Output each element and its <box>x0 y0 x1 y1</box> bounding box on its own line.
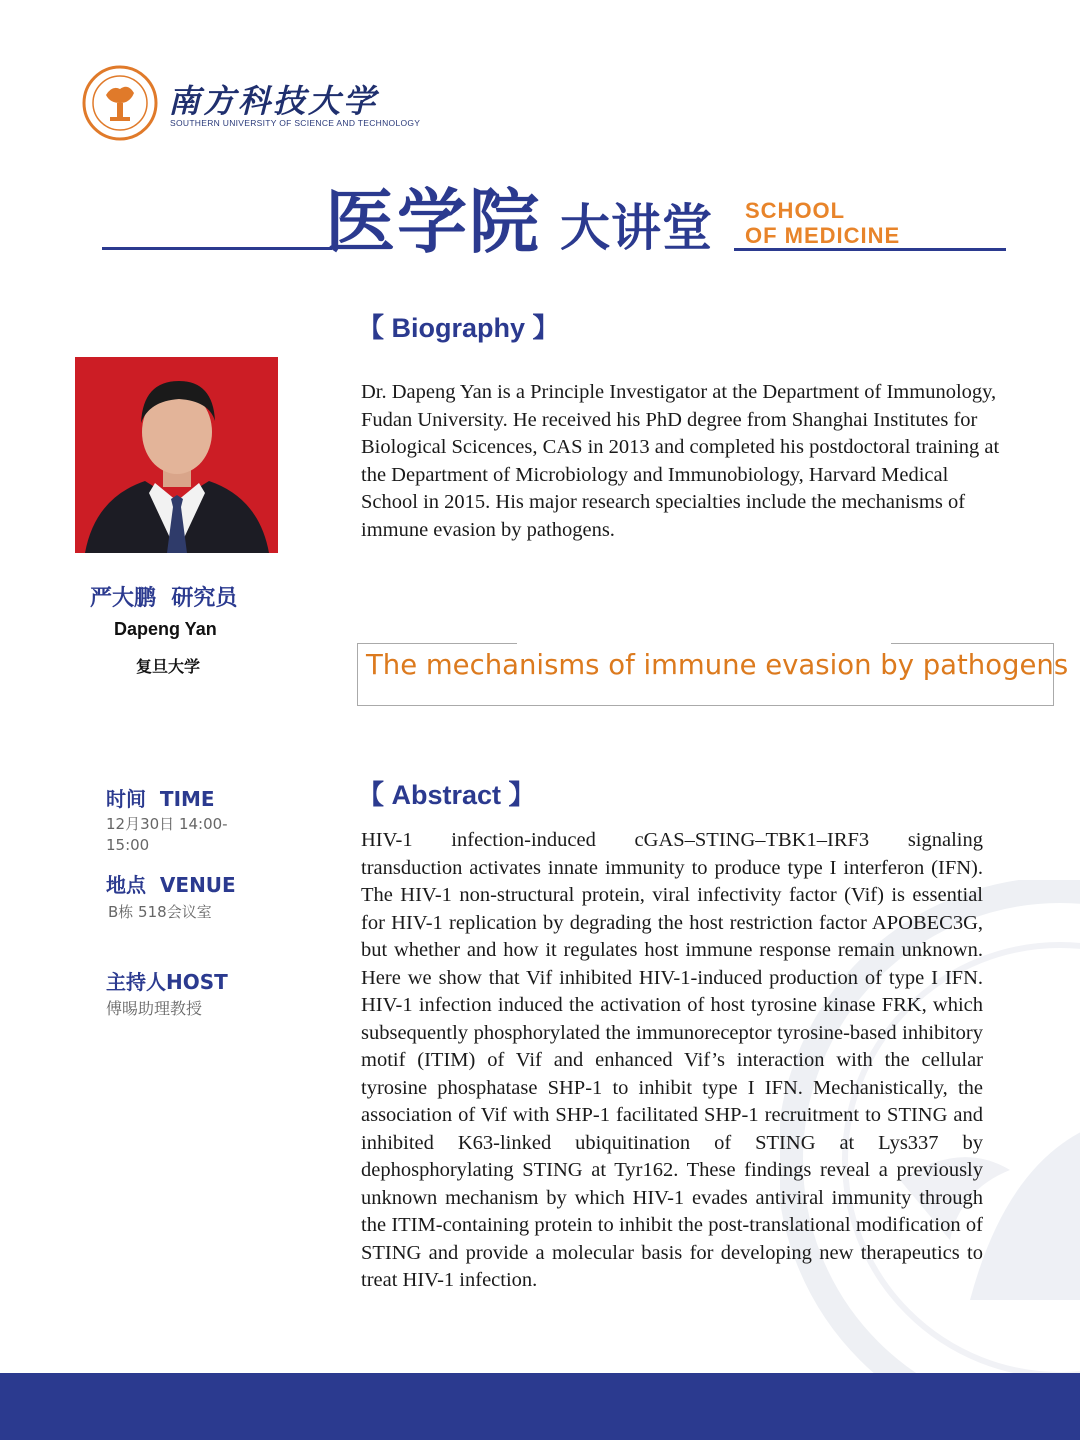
abstract-text: HIV-1 infection-induced cGAS–STING–TBK1–IRF3 signaling transduction activates innate immunity to produce type I interferon (IFN). The HIV-1 non-structural protein, viral infectivity factor (Vif) is essential for HIV-1 replication by degrading the host restriction factor APOBEC3G, but whether and how it regulates host immune response remain unknown. Here we show that Vif inhibited HIV-1-induced production of type I IFN. HIV-1 infection induced the activation of host tyrosine kinase FRK, which subsequently phosphorylated the immunoreceptor tyrosine-based inhibitory motif (ITIM) of Vif and enhanced Vif’s interaction with the cellular tyrosine phosphatase SHP-1 to inhibit type I IFN. Mechanistically, the association of Vif with SHP-1 facilitated SHP-1 recruitment to STING and inhibited K63-linked ubiquitination of STING at Lys337 by dephosphorylating STING at Tyr162. These findings reveal a previously unknown mechanism by which HIV-1 evades antiviral immunity through the ITIM-containing protein to inhibit the post-translational modification of STING and provide a molecular basis for developing new therapeutics to treat HIV-1 infection. <box>361 829 983 1291</box>
venue-value: B栋 518会议室 <box>108 903 212 921</box>
speaker-portrait <box>75 357 278 553</box>
speaker-name-en: Dapeng Yan <box>114 619 217 639</box>
speaker-affiliation: 复旦大学 <box>136 657 201 676</box>
biography-heading: 【 Biography 】 <box>357 313 560 343</box>
header-title-en-line2: OF MEDICINE <box>745 223 901 248</box>
university-name-en: SOUTHERN UNIVERSITY OF SCIENCE AND TECHNOLOGY <box>170 118 421 128</box>
speaker-silhouette-icon <box>75 357 278 553</box>
time-value: 12月30日 14:00-15:00 <box>106 815 228 854</box>
header-title-en-line1: SCHOOL <box>745 198 846 223</box>
biography-text: Dr. Dapeng Yan is a Principle Investigator at the Department of Immunology, Fudan University. He received his PhD degree from Shanghai Institutes for Biological Scicences, CAS in 2013 and completed his postdoctoral training at the Department of Microbiology and Immunobiology, Harvard Medical School in 2015. His major research specialties include the mechanisms of immune evasion by pathogens. <box>361 381 1000 541</box>
venue-label: 地点 VENUE <box>106 873 236 897</box>
talk-title: The mechanisms of immune evasion by pathogens <box>366 649 1069 681</box>
host-value: 傅晹助理教授 <box>106 999 203 1018</box>
host-label: 主持人HOST <box>106 970 228 994</box>
header-rule-left <box>102 247 332 250</box>
university-name-cn: 南方科技大学 <box>168 82 379 120</box>
university-seal-logo <box>82 65 158 141</box>
footer-bar <box>0 1373 1080 1440</box>
speaker-name-cn: 严大鹏 研究员 <box>90 586 238 611</box>
header-rule-right <box>734 248 1006 251</box>
time-label: 时间 TIME <box>106 787 215 811</box>
header-title-main: 医学院 <box>325 181 541 263</box>
abstract-heading: 【 Abstract 】 <box>357 780 536 810</box>
header-title-sub: 大讲堂 <box>560 199 713 257</box>
talk-title-box-gap <box>517 640 891 646</box>
